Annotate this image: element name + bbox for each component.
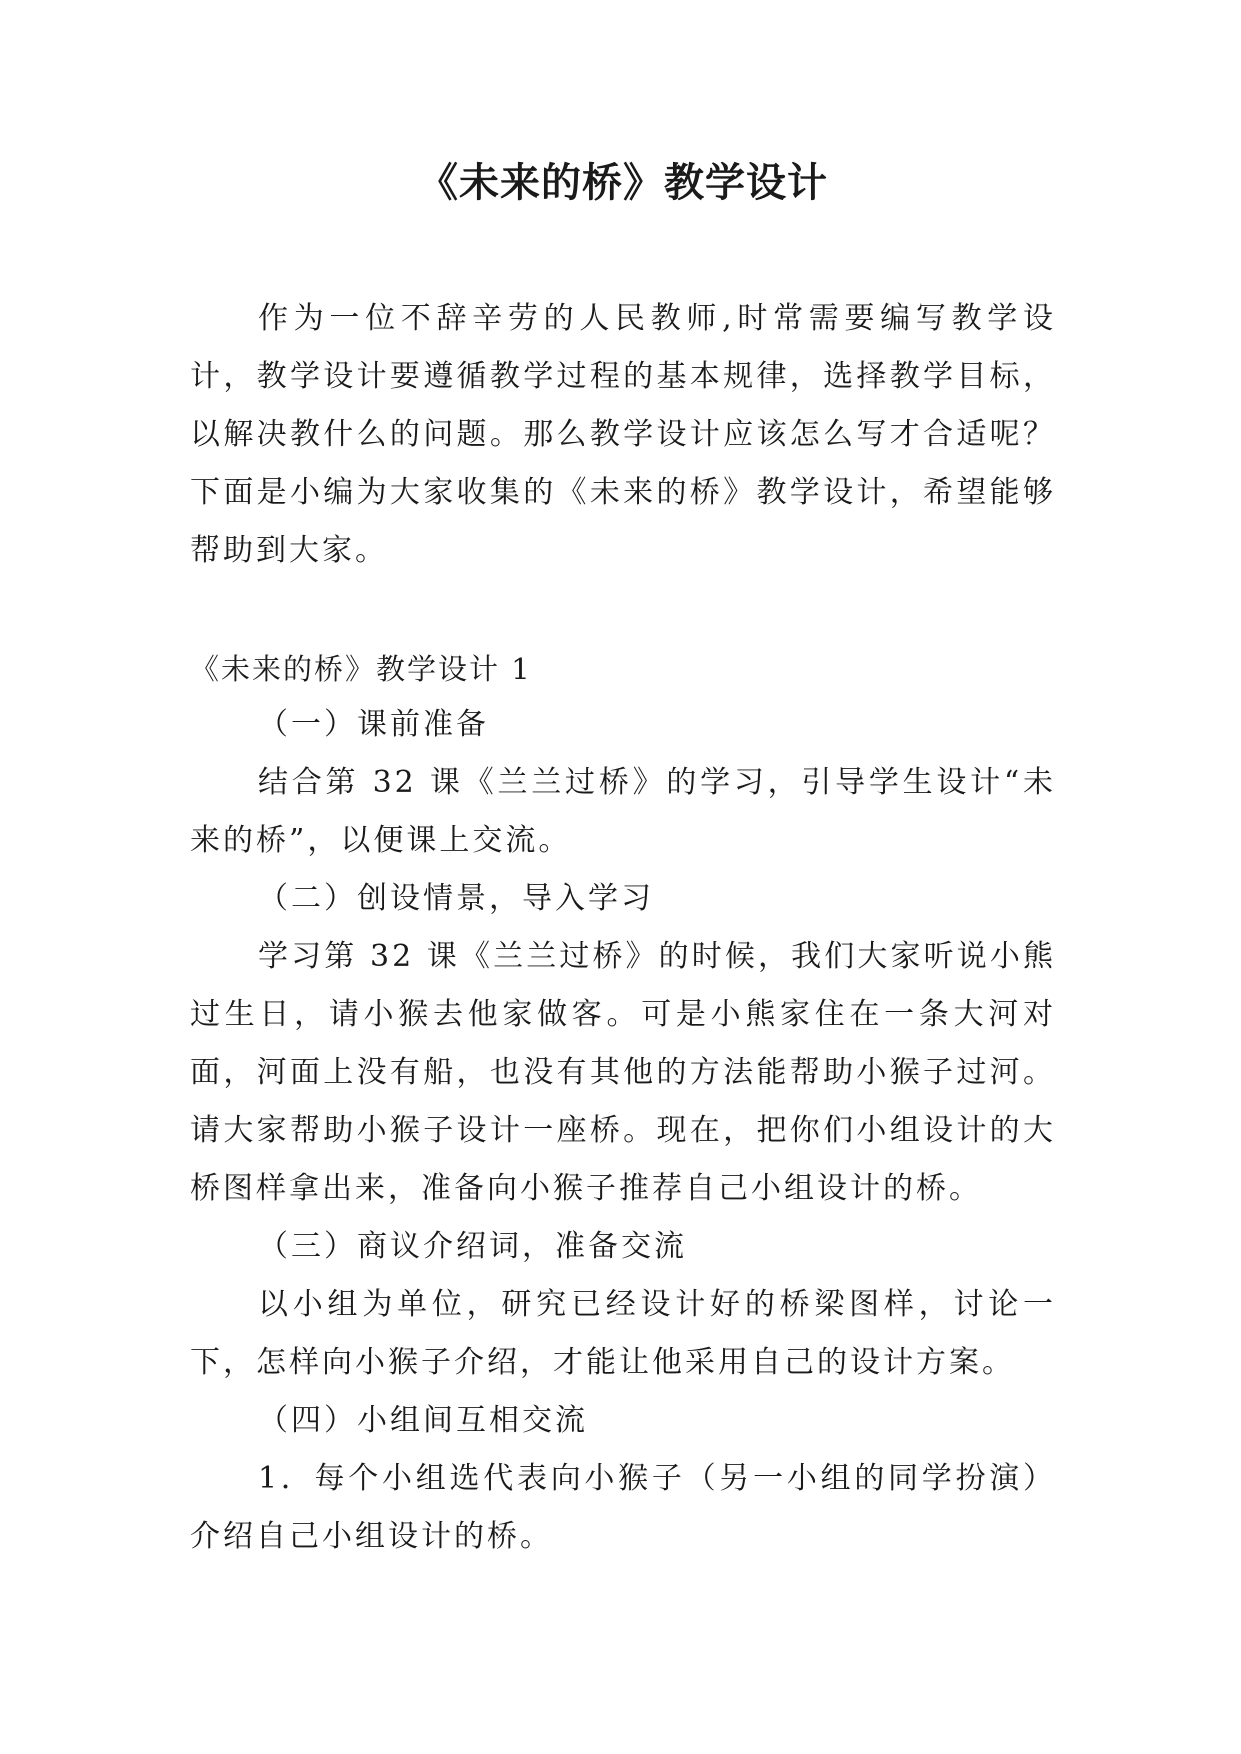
document-page (190, 0, 1056, 1754)
subheading-scene: （二）创设情景，导入学习 (258, 881, 654, 916)
intro-paragraph: 作为一位不辞辛劳的人民教师,时常需要编写教学设计，教学设计要遵循教学过程的基本规律，选择教学目标，以解决教什么的问题。那么教学设计应该怎么写才合适呢？下面是小编为大家收集的《未来的桥》教学设计，希望能够帮助到大家。 (190, 301, 1056, 568)
document-title: 《未来的桥》教学设计 (418, 160, 828, 206)
section-title: 《未来的桥》教学设计 1 (190, 652, 532, 686)
subheading-prep: （一）课前准备 (258, 707, 489, 742)
section-content (190, 696, 1056, 1566)
paragraph: 以小组为单位，研究已经设计好的桥梁图样，讨论一下，怎样向小猴子介绍，才能让他采用自己的设计方案。 (190, 1287, 1056, 1380)
subheading-exchange: （四）小组间互相交流 (258, 1403, 588, 1438)
paragraph: 1．每个小组选代表向小猴子（另一小组的同学扮演）介绍自己小组设计的桥。 (190, 1461, 1056, 1554)
paragraph: 结合第 32 课《兰兰过桥》的学习，引导学生设计“未来的桥”，以便课上交流。 (190, 765, 1056, 858)
subheading-discuss: （三）商议介绍词，准备交流 (258, 1229, 687, 1264)
paragraph: 学习第 32 课《兰兰过桥》的时候，我们大家听说小熊过生日，请小猴去他家做客。可是小熊家住在一条大河对面，河面上没有船，也没有其他的方法能帮助小猴子过河。请大家帮助小猴子设计一座桥。现在，把你们小组设计的大桥图样拿出来，准备向小猴子推荐自己小组设计的桥。 (190, 939, 1056, 1206)
